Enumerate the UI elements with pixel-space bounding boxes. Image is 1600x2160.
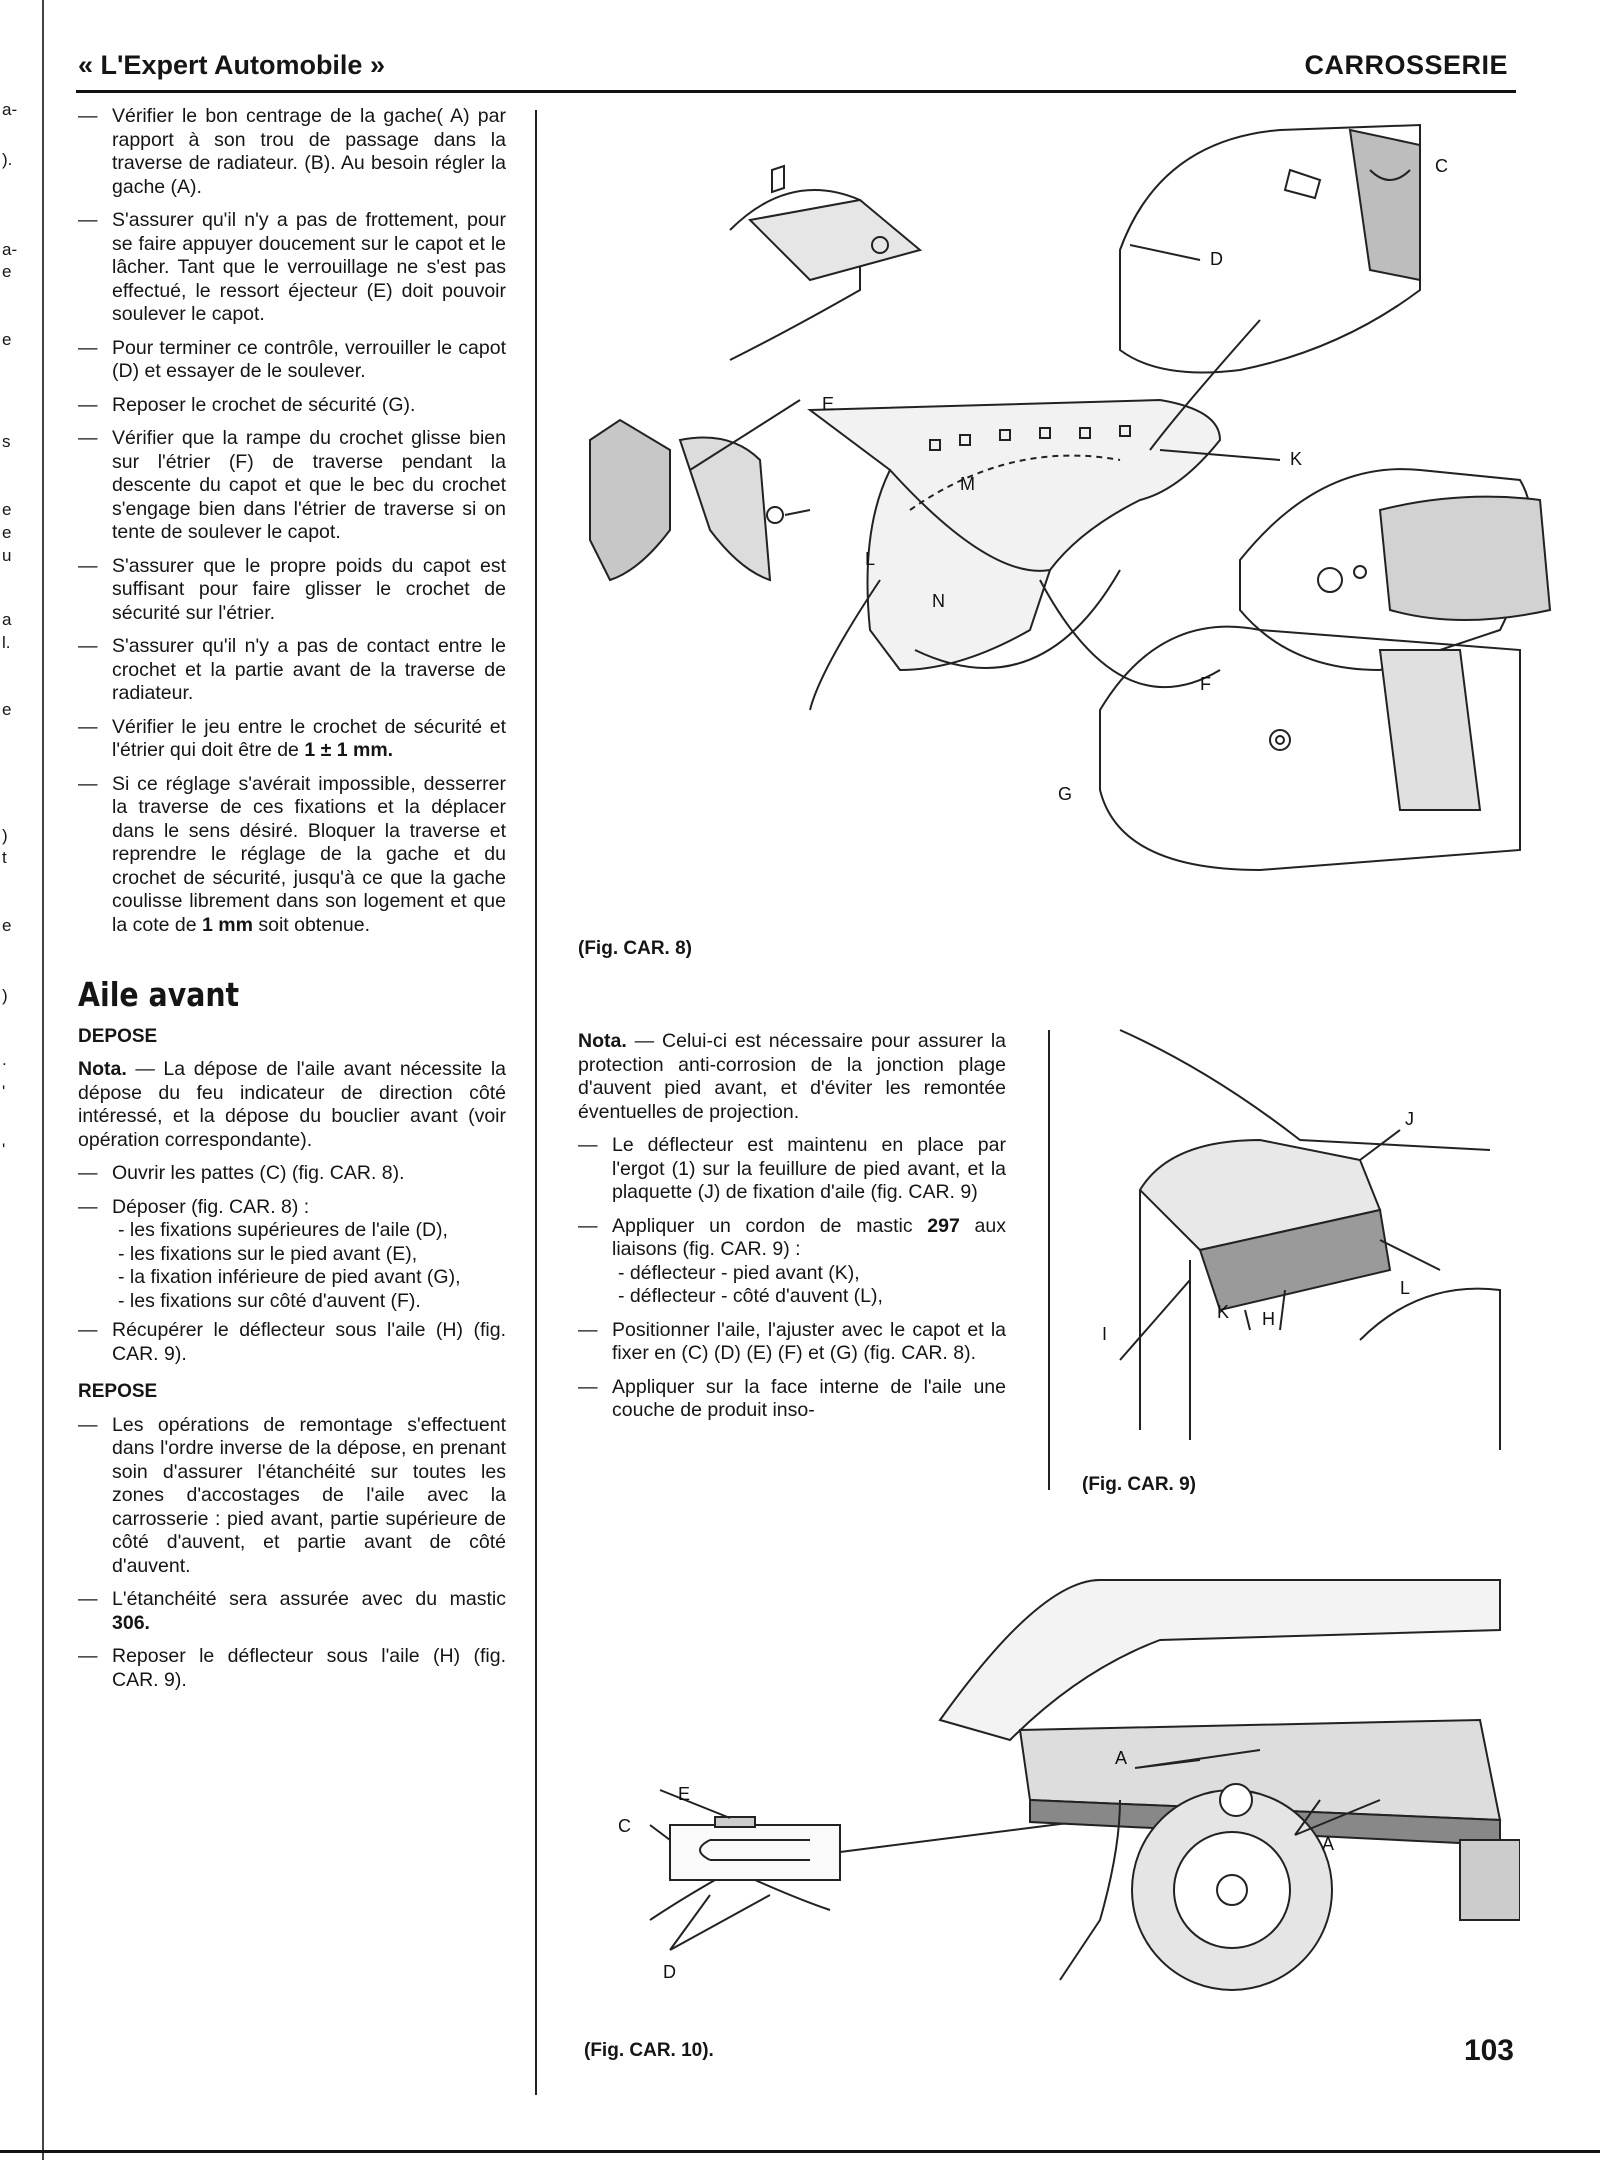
bracket — [772, 166, 784, 192]
fig10-label-a: A — [1115, 1748, 1128, 1768]
list-item-text: Positionner l'aile, l'ajuster avec le capot et la fixer en (C) (D) (E) (F) et (G) (fig. CAR. 8). — [612, 1318, 1006, 1364]
nota-paragraph — [78, 1058, 506, 1152]
margin-mark: t — [2, 848, 7, 867]
margin-mark: ). — [2, 150, 13, 169]
list-item: — Le déflecteur est maintenu en place par l'ergot (1) sur la feuillure de pied avant, et la plaquette (J) de fixation d'aile (fig. CAR. 9) — [578, 1134, 1006, 1203]
margin-mark: e — [2, 700, 12, 719]
list-item: — L'étanchéité sera assurée avec du mastic 306. — [78, 1588, 506, 1634]
list-item-text: S'assurer qu'il n'y a pas de contact entre le crochet et la partie avant de la traverse de radiateur. — [112, 635, 506, 704]
list-item-text: Les opérations de remontage s'effectuent dans l'ordre inverse de la dépose, en prenant soin d'assurer l'étanchéité sur toutes les zones d'accostages de l'aile avec la carrosserie : pied avant, partie supérieure de côté d'auvent, et partie avant de côté d'auvent. — [112, 1413, 506, 1577]
list-item-text: soit obtenue. — [252, 913, 371, 936]
fig8-label-m: M — [960, 474, 975, 494]
list-item: — Positionner l'aile, l'ajuster avec le capot et la fixer en (C) (D) (E) (F) et (G) (fig. CAR. 8). — [578, 1318, 1006, 1364]
list-item-text: Vérifier que la rampe du crochet glisse bien sur l'étrier (F) de traverse pendant la descente du capot et que le bec du crochet s'engage bien dans l'étrier de traverse si on tente de soulever le capot. — [112, 427, 506, 543]
list-item-text: S'assurer qu'il n'y a pas de frottement, pour se faire appuyer doucement sur le capot et le lâcher. Tant que le verrouillage ne s'est pas effectué, le ressort éjecteur (E) doit pouvoir soulever le capot. — [112, 209, 506, 325]
list-item: — Appliquer un cordon de mastic 297 aux liaisons (fig. CAR. 9) : - déflecteur - pied avant (K), - déflecteur - côté d'auvent (L), — [578, 1214, 1006, 1307]
mastic-value: 306. — [112, 1611, 150, 1634]
fig10-label-d: D — [663, 1962, 676, 1982]
figure-car-9 — [1060, 1010, 1520, 1460]
page-bottom-rule — [0, 2150, 1600, 2153]
column-divider — [535, 110, 537, 2095]
margin-mark: a — [2, 610, 12, 629]
margin-mark: e — [2, 523, 12, 542]
fig9-label-k: K — [1217, 1302, 1230, 1322]
fig8-label-d: D — [1210, 249, 1223, 269]
publication-title: « L'Expert Automobile » — [78, 50, 385, 80]
header-rule — [76, 90, 1516, 93]
leader-i — [1120, 1280, 1190, 1360]
list-item: — Récupérer le déflecteur sous l'aile (H) (fig. CAR. 9). — [78, 1319, 506, 1365]
section-header: CARROSSERIE — [1304, 50, 1508, 80]
left-column — [78, 105, 506, 1702]
nota-label: Nota. — [578, 1030, 627, 1052]
subheading-repose: REPOSE — [78, 1381, 158, 1402]
margin-mark: e — [2, 262, 12, 281]
list-item: — S'assurer qu'il n'y a pas de frottement, pour se faire appuyer doucement sur le capot et le lâcher. Tant que le verrouillage ne s'est pas effectué, le ressort éjecteur (E) doit pouvoir soulever le capot. — [78, 209, 506, 325]
sub-item: - les fixations sur côté d'auvent (F). — [118, 1289, 421, 1312]
fig9-label-i: I — [1102, 1324, 1108, 1344]
fig8-label-k: K — [1290, 449, 1303, 469]
wing-edge — [1120, 1030, 1490, 1150]
margin-mark: ) — [2, 986, 8, 1005]
list-item-text: Le déflecteur est maintenu en place par l'ergot (1) sur la feuillure de pied avant, et la plaquette (J) de fixation d'aile (fig. CAR. 9) — [612, 1134, 1006, 1203]
margin-mark: u — [2, 546, 12, 565]
list-item: — Vérifier le bon centrage de la gache( A) par rapport à son trou de passage dans la traverse de radiateur. (B). Au besoin régler la gache (A). — [78, 105, 506, 198]
fig8-label-n: N — [932, 591, 945, 611]
list-item-text: Vérifier le bon centrage de la gache( A) par rapport à son trou de passage dans la traverse de radiateur. (B). Au besoin régler la gache (A). — [112, 105, 506, 198]
fig8-label-e: E — [822, 394, 835, 414]
list-item: — S'assurer qu'il n'y a pas de contact entre le crochet et la partie avant de la traverse de radiateur. — [78, 635, 506, 704]
fig10-label-a: A — [1322, 1834, 1335, 1854]
list-item-text: Récupérer le déflecteur sous l'aile (H) (fig. CAR. 9). — [112, 1319, 506, 1365]
nota-label: Nota. — [78, 1058, 127, 1080]
page-number: 103 — [1463, 2034, 1514, 2067]
clip-legs — [650, 1880, 830, 1920]
list-item-text: Si ce réglage s'avérait impossible, desserrer la traverse de ces fixations et la déplacer dans le sens désiré. Bloquer la traverse et reprendre le réglage de la gache et du crochet de sécurité, jusqu'à ce que la gache coulisse librement dans son logement et que la cote de — [112, 772, 506, 936]
clip-body — [670, 1825, 840, 1880]
figure-car-10 — [560, 1500, 1520, 2040]
list-item-text: Appliquer un cordon de mastic — [612, 1214, 928, 1237]
clearance-value: 1 ± 1 mm. — [304, 739, 394, 761]
list-item: — Appliquer sur la face interne de l'aile une couche de produit inso- — [578, 1375, 1006, 1421]
leader-d — [1130, 245, 1200, 260]
wing-flange — [750, 200, 920, 280]
leader-k — [1245, 1310, 1250, 1330]
dimension-value: 1 mm — [201, 913, 253, 936]
leader-e — [660, 1790, 730, 1818]
section-title: Aile avant — [78, 975, 240, 1014]
fig8-label-l: L — [865, 549, 876, 569]
gache-position — [1220, 1784, 1252, 1816]
fig8-label-f: F — [1200, 674, 1211, 694]
page-binding-edge — [42, 0, 44, 2160]
bonnet — [940, 1580, 1500, 1740]
list-item-text: S'assurer que le propre poids du capot est suffisant pour faire glisser le crochet de sécurité sur l'étrier. — [112, 554, 506, 624]
sub-item: - la fixation inférieure de pied avant (G), — [118, 1266, 461, 1288]
margin-mark: ) — [2, 826, 8, 845]
list-item: — S'assurer que le propre poids du capot est suffisant pour faire glisser le crochet de sécurité sur l'étrier. — [78, 554, 506, 624]
fig9-label-j: J — [1405, 1109, 1414, 1129]
margin-mark: a- — [2, 100, 18, 119]
fender-edge — [1350, 130, 1420, 280]
list-item: — Ouvrir les pattes (C) (fig. CAR. 8). — [78, 1162, 506, 1186]
figure-caption: (Fig. CAR. 10). — [584, 2040, 714, 2061]
margin-mark: l. — [2, 633, 11, 652]
nota-text: — Celui-ci est nécessaire pour assurer la protection anti-corrosion de la jonction plage d'auvent pied avant, et d'éviter les remontée éventuelles de projection. — [578, 1030, 1006, 1123]
list-item: — Pour terminer ce contrôle, verrouiller le capot (D) et essayer de le soulever. — [78, 336, 506, 382]
sub-item: - les fixations supérieures de l'aile (D), — [118, 1219, 448, 1241]
fig10-label-c: C — [618, 1816, 631, 1836]
margin-mark: ' — [2, 1140, 6, 1159]
slot — [1285, 170, 1320, 198]
leader-d — [670, 1895, 770, 1950]
wheel-arch — [1360, 1289, 1500, 1450]
list-item-text: Déposer (fig. CAR. 8) : — [112, 1195, 310, 1218]
list-item: — Vérifier que la rampe du crochet glisse bien sur l'étrier (F) de traverse pendant la descente du capot et que le bec du crochet s'engage bien dans l'étrier de traverse si on tente de soulever le capot. — [78, 427, 506, 543]
figure-caption: (Fig. CAR. 8) — [578, 938, 692, 959]
front-wing — [1060, 1800, 1120, 1980]
list-item: — Si ce réglage s'avérait impossible, desserrer la traverse de ces fixations et la déplacer dans le sens désiré. Bloquer la traverse et reprendre le réglage de la gache et du crochet de sécurité, jusqu'à ce que la gache coulisse librement dans son logement et que la cote de 1 mm soit obtenue. — [78, 772, 506, 936]
margin-mark: e — [2, 500, 12, 519]
clip-tab — [715, 1817, 755, 1827]
pied-avant — [590, 420, 670, 580]
right-text-column — [578, 1030, 1006, 1433]
leader-c — [650, 1825, 670, 1840]
list-item-text: Reposer le crochet de sécurité (G). — [112, 393, 416, 416]
list-item-text: Reposer le déflecteur sous l'aile (H) (fig. CAR. 9). — [112, 1645, 506, 1691]
sub-item: - déflecteur - côté d'auvent (L), — [618, 1285, 883, 1307]
list-item-text: Pour terminer ce contrôle, verrouiller le capot (D) et essayer de le soulever. — [112, 336, 506, 382]
list-item-text: L'étanchéité sera assurée avec du mastic — [112, 1588, 506, 1610]
list-item-text: Appliquer sur la face interne de l'aile une couche de produit inso- — [612, 1375, 1006, 1421]
list-item: — Les opérations de remontage s'effectuent dans l'ordre inverse de la dépose, en prenant soin d'assurer l'étanchéité sur toutes les zones d'accostages de l'aile avec la carrosserie : pied avant, partie supérieure de côté d'auvent, et partie avant de côté d'auvent. — [78, 1413, 506, 1577]
nota-paragraph — [578, 1030, 1006, 1124]
list-item: — Vérifier le jeu entre le crochet de sécurité et l'étrier qui doit être de 1 ± 1 mm. — [78, 715, 506, 761]
list-item: — Reposer le crochet de sécurité (G). — [78, 394, 506, 418]
margin-mark: ' — [2, 1082, 6, 1101]
fig9-label-l: L — [1400, 1278, 1411, 1298]
figure-caption: (Fig. CAR. 9) — [1082, 1474, 1196, 1495]
list-item: — Reposer le déflecteur sous l'aile (H) (fig. CAR. 9). — [78, 1645, 506, 1691]
margin-mark: s — [2, 432, 11, 451]
list-item-text: aux liaisons (fig. CAR. 9) : — [612, 1214, 1006, 1260]
margin-mark: e — [2, 916, 12, 935]
list-item-text: Vérifier le jeu entre le crochet de sécurité et l'étrier qui doit être de — [112, 715, 506, 761]
sub-item: - déflecteur - pied avant (K), — [618, 1261, 860, 1284]
nota-text: — La dépose de l'aile avant nécessite la dépose du feu indicateur de direction côté intéressé, et la dépose du bouclier avant (voir opération correspondante). — [78, 1058, 506, 1151]
margin-mark: . — [2, 1050, 7, 1069]
sub-item: - les fixations sur le pied avant (E), — [118, 1242, 418, 1265]
fig9-label-h: H — [1262, 1309, 1275, 1329]
figure-car-8 — [560, 110, 1560, 930]
margin-mark: a- — [2, 240, 18, 259]
headlamp — [1460, 1840, 1520, 1920]
margin-mark: e — [2, 330, 12, 349]
list-item: — Déposer (fig. CAR. 8) : - les fixations supérieures de l'aile (D), - les fixations sur le pied avant (E), - la fixation inférieure de pied avant (G), - les fixations sur côté d'auvent (F). — [78, 1196, 506, 1314]
figure-divider — [1048, 1030, 1050, 1490]
list-item-text: Ouvrir les pattes (C) (fig. CAR. 8). — [112, 1162, 405, 1184]
fig10-label-e: E — [678, 1784, 691, 1804]
mastic-value: 297 — [927, 1214, 960, 1237]
fig8-label-c: C — [1435, 156, 1448, 176]
fig8-label-g: G — [1058, 784, 1073, 804]
subheading-depose: DEPOSE — [78, 1025, 158, 1047]
